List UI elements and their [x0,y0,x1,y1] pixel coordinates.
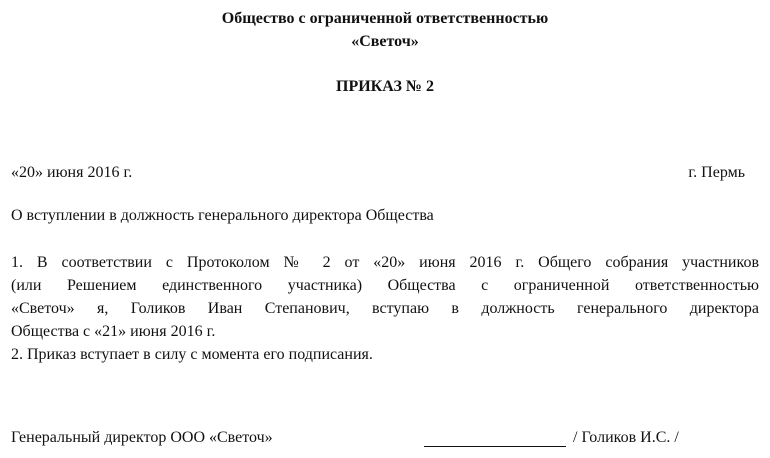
paragraph-1 [11,251,759,343]
paragraph-1-line-2: (или Решением единственного участника) Общества с ограниченной ответственностью [11,277,759,294]
paragraph-2: 2. Приказ вступает в силу с момента его подписания. [11,346,373,363]
order-title: ПРИКАЗ № 2 [336,78,434,95]
organization-name-line2: «Светоч» [351,33,419,50]
signature-position: Генеральный директор ООО «Светоч» [11,429,273,446]
paragraph-1-line-3: «Светоч» я, Голиков Иван Степанович, вступаю в должность генерального директора [11,300,759,317]
paragraph-1-line-4: Общества с «21» июня 2016 г. [11,323,216,340]
order-city: г. Пермь [688,164,745,181]
organization-name-line1: Общество с ограниченной ответственностью [221,10,549,27]
signature-name: / Голиков И.С. / [573,429,679,446]
order-date: «20» июня 2016 г. [11,164,133,181]
order-subject: О вступлении в должность генерального директора Общества [11,207,434,224]
paragraph-1-line-1: 1. В соответствии с Протоколом № 2 от «20» июня 2016 г. Общего собрания участников [11,254,759,271]
signature-line [424,428,566,447]
